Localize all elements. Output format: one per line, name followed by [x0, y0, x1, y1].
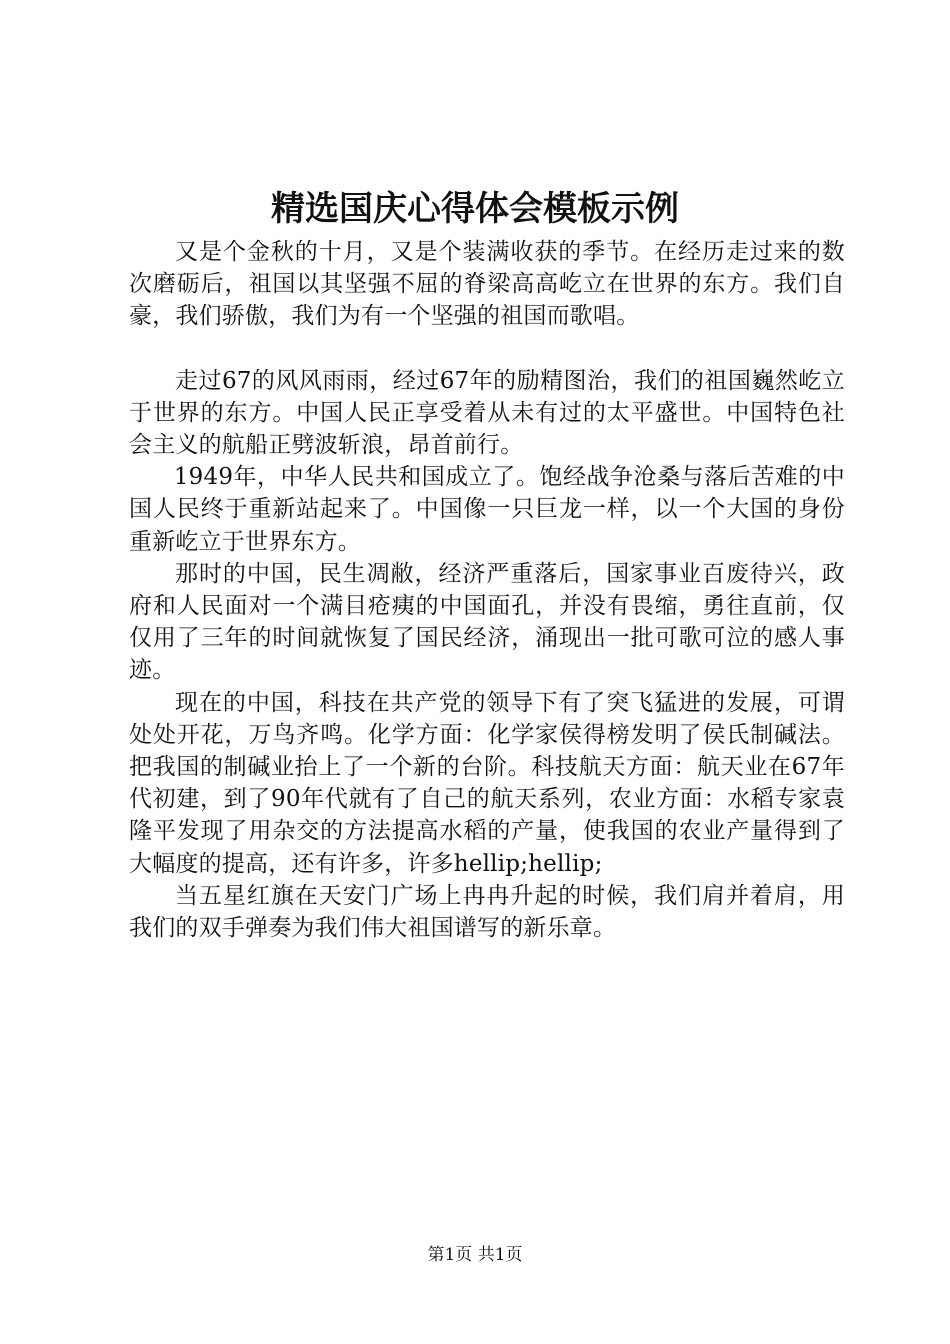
document-title: 精选国庆心得体会模板示例: [271, 189, 679, 229]
paragraph-1: 又是个金秋的十月，又是个装满收获的季节。在经历走过来的数次磨砺后，祖国以其坚强不屈的脊梁高高屹立在世界的东方。我们自豪，我们骄傲，我们为有一个坚强的祖国而歌唱。: [129, 239, 845, 330]
paragraph-4: 那时的中国，民生凋敝，经济严重落后，国家事业百废待兴，政府和人民面对一个满目疮痍的中国面孔，并没有畏缩，勇往直前，仅仅用了三年的时间就恢复了国民经济，涌现出一批可歌可泣的感人事迹。: [129, 560, 845, 684]
document-body: [129, 236, 845, 944]
paragraph-5: 现在的中国，科技在共产党的领导下有了突飞猛进的发展，可谓处处开花，万鸟齐鸣。化学方面：化学家侯得榜发明了侯氏制碱法。把我国的制碱业抬上了一个新的台阶。科技航天方面：航天业在67年代初建，到了90年代就有了自己的航天系列，农业方面：水稻专家袁隆平发现了用杂交的方法提高水稻的产量，使我国的农业产量得到了大幅度的提高，还有许多，许多hellip;hellip;: [129, 689, 845, 877]
paragraph-6: 当五星红旗在天安门广场上冉冉升起的时候，我们肩并着肩，用我们的双手弹奏为我们伟大祖国谱写的新乐章。: [129, 882, 845, 942]
paragraph-3: 1949年，中华人民共和国成立了。饱经战争沧桑与落后苦难的中国人民终于重新站起来了。中国像一只巨龙一样，以一个大国的身份重新屹立于世界东方。: [129, 464, 845, 555]
page-footer: 第1页 共1页: [427, 1245, 523, 1265]
paragraph-2: 走过67的风风雨雨，经过67年的励精图治，我们的祖国巍然屹立于世界的东方。中国人民正享受着从未有过的太平盛世。中国特色社会主义的航船正劈波斩浪，昂首前行。: [129, 367, 845, 459]
